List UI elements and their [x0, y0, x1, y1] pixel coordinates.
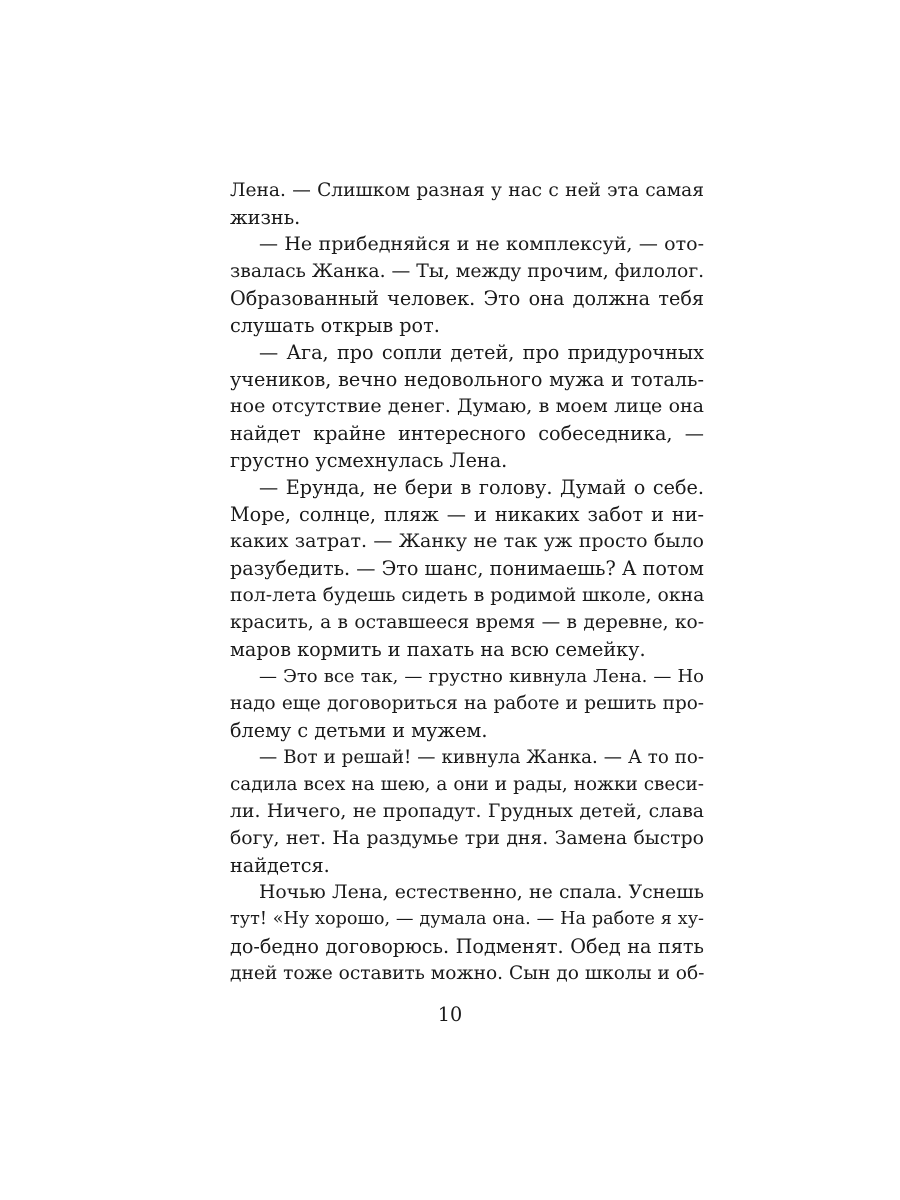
text-line: разубедить. — Это шанс, понимаешь? А потом [230, 557, 704, 580]
text-line: — Ага, про сопли детей, про придурочных [259, 341, 704, 364]
text-line: богу, нет. На раздумье три дня. Замена быстро [230, 828, 704, 849]
text-line: Ночью Лена, естественно, не спала. Уснешь [259, 882, 704, 903]
text-line: ное отсутствие денег. Думаю, в моем лице она [230, 395, 704, 417]
text-line: надо еще договориться на работе и решить про- [230, 693, 704, 714]
text-line: дней тоже оставить можно. Сын до школы и об- [230, 963, 705, 984]
text-line: жизнь. [230, 206, 301, 229]
page-number: 10 [437, 1003, 463, 1026]
text-line: ли. Ничего, не пропадут. Грудных детей, слава [230, 801, 704, 822]
text-line: найдется. [230, 854, 330, 877]
text-line: учеников, вечно недовольного мужа и тоталь- [230, 368, 704, 391]
text-line: — Не прибедняйся и не комплексуй, — ото- [259, 233, 704, 255]
text-line: маров кормить и пахать на всю семейку. [230, 638, 646, 661]
text-line: — Вот и решай! — кивнула Жанка. — А то по- [259, 747, 704, 768]
text-line: Море, солнце, пляж — и никаких забот и ни- [230, 503, 704, 526]
text-line: блему с детьми и мужем. [230, 719, 488, 742]
text-line: до-бедно договорюсь. Подменят. Обед на пять [230, 935, 704, 958]
text-line: звалась Жанка. — Ты, между прочим, филолог. [230, 261, 705, 282]
text-line: пол-лета будешь сидеть в родимой школе, окна [230, 585, 705, 606]
text-line: грустно усмехнулась Лена. [230, 449, 508, 472]
text-line: каких затрат. — Жанку не так уж просто было [230, 530, 704, 552]
text-line: садила всех на шею, а они и рады, ножки свеси- [230, 774, 704, 795]
text-line: найдет крайне интересного собеседника, — [230, 422, 704, 445]
text-line: красить, а в оставшееся время — в деревне, ко- [230, 612, 704, 633]
text-line: тут! «Ну хорошо, — думала она. — На работе я ху- [230, 909, 704, 929]
text-line: Лена. — Слишком разная у нас с ней эта самая [230, 180, 704, 201]
body-text [230, 177, 704, 987]
text-line: — Это все так, — грустно кивнула Лена. — Но [259, 666, 704, 687]
text-line: слушать открыв рот. [230, 314, 440, 337]
text-line: — Ерунда, не бери в голову. Думай о себе. [259, 476, 704, 499]
text-line: Образованный человек. Это она должна тебя [230, 287, 704, 310]
